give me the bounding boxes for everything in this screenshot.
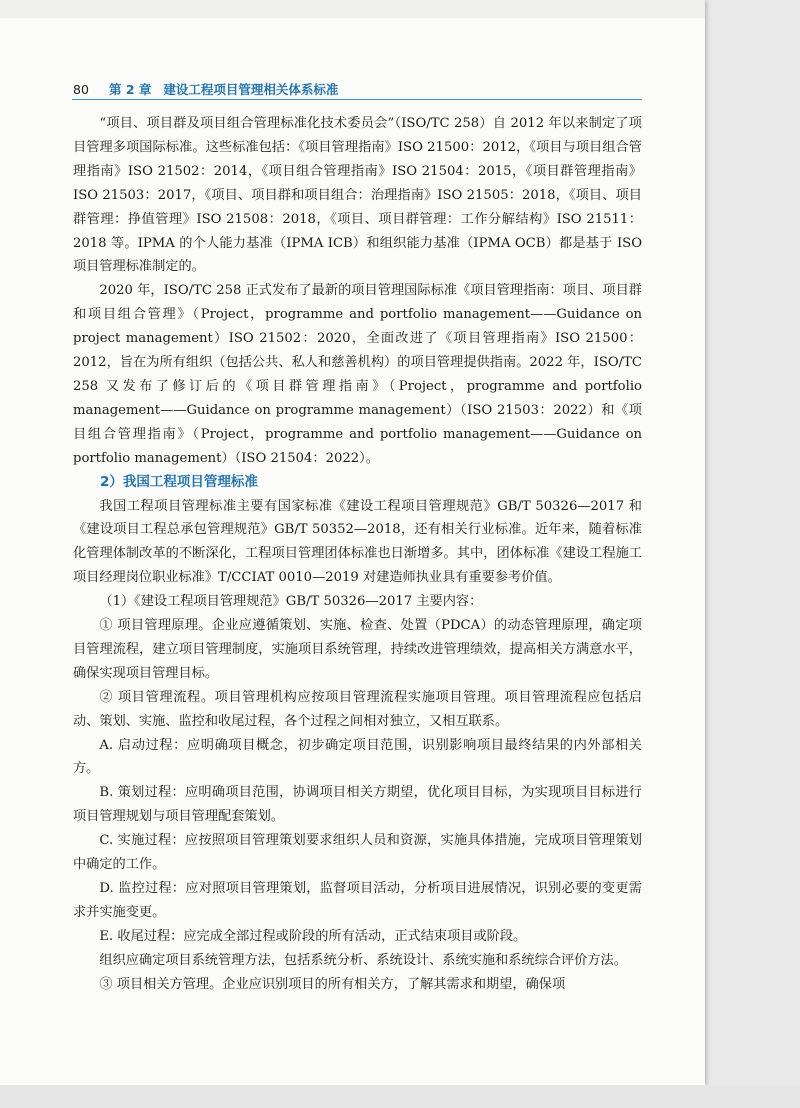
scan-bottom-edge <box>0 1085 800 1108</box>
body-text <box>73 112 642 997</box>
paragraph-principle: ① 项目管理原理。企业应遵循策划、实施、检查、处置（PDCA）的动态管理原理，确定项目管理流程，建立项目管理制度，实施项目系统管理，持续改进管理绩效，提高相关方满意水平，确保实现项目管理目标。 <box>73 618 642 681</box>
paragraph-process-b: B. 策划过程：应明确项目范围，协调项目相关方期望，优化项目目标，为实现项目目标进行项目管理规划与项目管理配套策划。 <box>73 785 642 825</box>
page-number: 80 <box>73 82 89 97</box>
section-heading: 2）我国工程项目管理标准 <box>100 473 258 490</box>
paragraph-process-c: C. 实施过程：应按照项目管理策划要求组织人员和资源，实施具体措施，完成项目管理策划中确定的工作。 <box>73 833 642 873</box>
running-header <box>73 80 641 98</box>
paragraph-process-e: E. 收尾过程：应完成全部过程或阶段的所有活动，正式结束项目或阶段。 <box>99 928 527 944</box>
header-rule <box>72 99 642 100</box>
paragraph-system-method: 组织应确定项目系统管理方法，包括系统分析、系统设计、系统实施和系统综合评价方法。 <box>99 952 627 968</box>
scan-top-edge <box>0 0 705 18</box>
paragraph-item-1: （1）《建设工程项目管理规范》GB/T 50326—2017 主要内容： <box>99 594 483 610</box>
chapter-title: 建设工程项目管理相关体系标准 <box>163 82 339 97</box>
paragraph-china-standards: 我国工程项目管理标准主要有国家标准《建设工程项目管理规范》GB/T 50326—2017 和《建设项目工程总承包管理规范》GB/T 50352—2018，还有相关行业标准。近年来，随着标准化管理体制改革的不断深化，工程项目管理团体标准也日渐增多。其中，团体标准《建设工程施工项目经理岗位职业标准》T/CCIAT 0010—2019 对建造师执业具有重要参考价值。 <box>73 498 642 586</box>
paragraph-stakeholder: ③ 项目相关方管理。企业应识别项目的所有相关方，了解其需求和期望，确保项 <box>99 976 566 992</box>
paragraph-iso-2020: 2020 年，ISO/TC 258 正式发布了最新的项目管理国际标准《项目管理指南：项目、项目群和项目组合管理》（Project，programme and portfolio management——Guidance on project management）ISO 21502：2020，全面改进了《项目管理指南》ISO 21500：2012，旨在为所有组织（包括公共、私人和慈善机构）的项目管理提供指南。2022 年，ISO/TC 258 又发布了修订后的《项目群管理指南》（Project，programme and portfolio management——Guidance on programme management）（ISO 21503：2022）和《项目组合管理指南》（Project，programme and portfolio management——Guidance on portfolio management）（ISO 21504：2022）。 <box>73 283 642 466</box>
paragraph-process-a: A. 启动过程：应明确项目概念，初步确定项目范围，识别影响项目最终结果的内外部相关方。 <box>73 737 642 777</box>
paragraph-process: ② 项目管理流程。项目管理机构应按项目管理流程实施项目管理。项目管理流程应包括启动、策划、实施、监控和收尾过程，各个过程之间相对独立，又相互联系。 <box>73 689 642 729</box>
paragraph-iso-standards: “项目、项目群及项目组合管理标准化技术委员会”（ISO/TC 258）自 2012 年以来制定了项目管理多项国际标准。这些标准包括：《项目管理指南》ISO 21500：2012，《项目与项目组合管理指南》ISO 21502：2014，《项目组合管理指南》ISO 21504：2015，《项目群管理指南》ISO 21503：2017，《项目、项目群和项目组合：治理指南》ISO 21505：2018，《项目、项目群管理：挣值管理》ISO 21508：2018，《项目、项目群管理：工作分解结构》ISO 21511：2018 等。IPMA 的个人能力基准（IPMA ICB）和组织能力基准（IPMA OCB）都是基于 ISO 项目管理标准制定的。 <box>73 116 642 275</box>
chapter-label: 第 2 章 <box>108 82 152 97</box>
paragraph-process-d: D. 监控过程：应对照项目管理策划，监督项目活动，分析项目进展情况，识别必要的变更需求并实施变更。 <box>73 881 642 920</box>
